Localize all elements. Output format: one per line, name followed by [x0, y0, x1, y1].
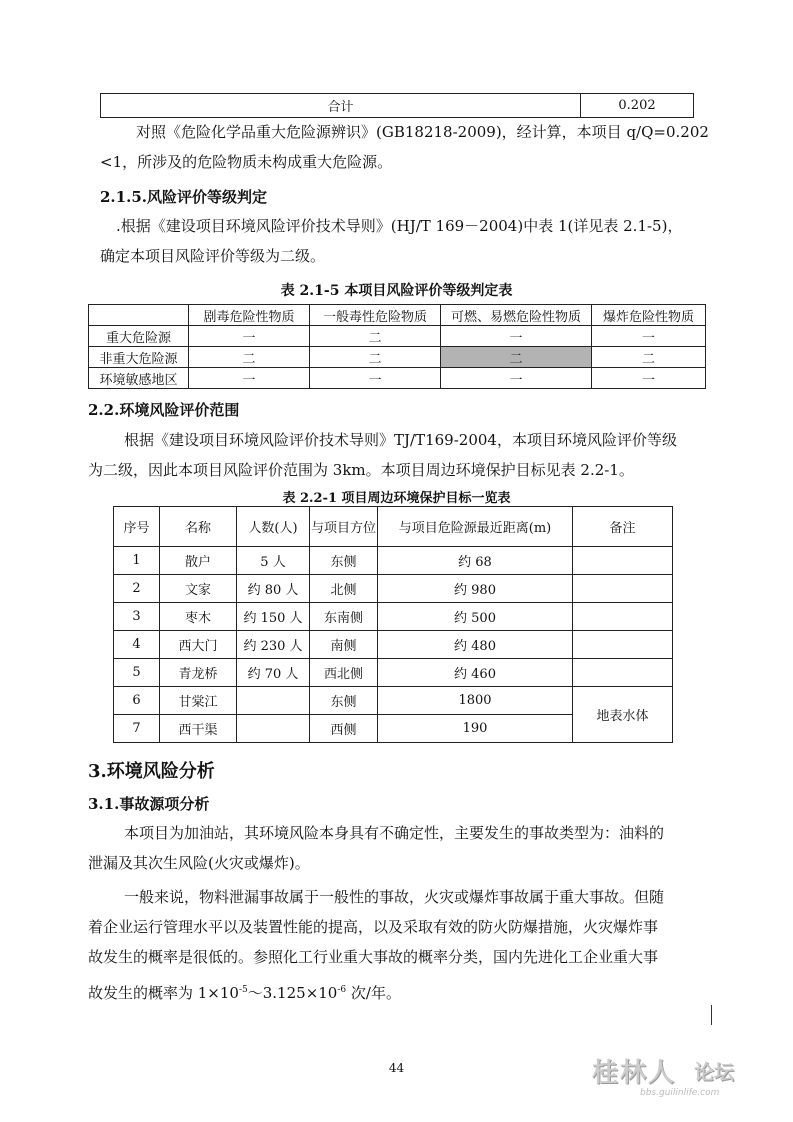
header-cell: 序号: [114, 507, 160, 547]
page-number: 44: [388, 1061, 405, 1075]
row-label: 非重大危险源: [89, 347, 189, 368]
header-cell: 与项目危险源最近距离(m): [378, 507, 573, 547]
table-cell: [573, 603, 673, 631]
table-cell: 7: [114, 715, 160, 743]
table-cell: 二: [310, 347, 441, 368]
table-cell: 青龙桥: [160, 659, 237, 687]
text-run: 次/年。: [346, 984, 401, 1002]
table-cell: 4: [114, 631, 160, 659]
table-cell: 5 人: [237, 547, 310, 575]
table-cell: [237, 687, 310, 715]
para-q-line1: 对照《危险化学品重大危险源辨识》(GB18218-2009)，经计算，本项目 q/Q=0.202: [136, 123, 709, 141]
table-cell: [573, 547, 673, 575]
table-cell: [573, 659, 673, 687]
table-cell: 西侧: [310, 715, 378, 743]
table-215-caption: 表 2.1-5 本项目风险评价等级判定表: [280, 283, 513, 299]
table-cell: 约 480: [378, 631, 573, 659]
superscript: -6: [337, 985, 347, 995]
protection-target-table: [113, 506, 673, 743]
table-cell: 甘棠江: [160, 687, 237, 715]
para-31-2-line3: 故发生的概率是很低的。参照化工行业重大事故的概率分类，国内先进化工企业重大事: [88, 948, 659, 966]
risk-level-table: [88, 304, 706, 389]
total-table: [100, 93, 694, 118]
table-cell: 南侧: [310, 631, 378, 659]
header-cell: 名称: [160, 507, 237, 547]
table-cell: 5: [114, 659, 160, 687]
table-cell: 一: [592, 326, 706, 347]
table-cell: 东侧: [310, 687, 378, 715]
table-221-caption: 表 2.2-1 项目周边环境保护目标一览表: [282, 491, 511, 506]
table-cell: 北侧: [310, 575, 378, 603]
margin-bar: [711, 1005, 712, 1025]
table-cell: 二: [189, 347, 310, 368]
table-cell: 一: [441, 368, 592, 389]
para-31-2-line4: [88, 975, 401, 1008]
table-row: [89, 326, 706, 347]
table-cell: 西大门: [160, 631, 237, 659]
table-cell: 西干渠: [160, 715, 237, 743]
para-31-2-line2: 着企业运行管理水平以及装置性能的提高，以及采取有效的防火防爆措施，火灾爆炸事: [88, 918, 659, 936]
table-row: [114, 547, 673, 575]
header-cell: 爆炸危险性物质: [592, 305, 706, 326]
table-row: [89, 347, 706, 368]
table-cell: 一: [592, 368, 706, 389]
table-cell: 1800: [378, 687, 573, 715]
table-cell: 6: [114, 687, 160, 715]
header-cell: [89, 305, 189, 326]
table-row: [114, 687, 673, 715]
table-cell: 3: [114, 603, 160, 631]
row-label: 环境敏感地区: [89, 368, 189, 389]
header-cell: 可燃、易燃危险性物质: [441, 305, 592, 326]
table-cell: [573, 575, 673, 603]
table-cell: 东南侧: [310, 603, 378, 631]
table-row: [89, 368, 706, 389]
heading-3-1: 3.1.事故源项分析: [88, 795, 210, 813]
superscript: -5: [238, 985, 248, 995]
table-cell: 约 460: [378, 659, 573, 687]
header-cell: 与项目方位: [310, 507, 378, 547]
table-cell: 文家: [160, 575, 237, 603]
watermark-side: 论坛: [694, 1060, 734, 1084]
row-label: 重大危险源: [89, 326, 189, 347]
heading-3: 3.环境风险分析: [88, 761, 215, 782]
para-22-line2: 为二级，因此本项目风险评价范围为 3km。本项目周边环境保护目标见表 2.2-1。: [88, 461, 634, 479]
table-row: [114, 575, 673, 603]
table-cell: 东侧: [310, 547, 378, 575]
para-31-1-line2: 泄漏及其次生风险(火灾或爆炸)。: [88, 854, 310, 872]
heading-2-1-5: 2.1.5.风险评价等级判定: [100, 188, 267, 206]
merged-note-cell: 地表水体: [573, 687, 673, 743]
table-cell: 约 150 人: [237, 603, 310, 631]
table-cell: 1: [114, 547, 160, 575]
table-cell: 2: [114, 575, 160, 603]
table-row: [114, 631, 673, 659]
table-cell: 散户: [160, 547, 237, 575]
para-22-line1: 根据《建设项目环境风险评价技术导则》TJ/T169-2004，本项目环境风险评价等级: [124, 431, 677, 449]
table-cell: 约 70 人: [237, 659, 310, 687]
table-cell: 一: [310, 368, 441, 389]
para-31-2-line1: 一般来说，物料泄漏事故属于一般性的事故，火灾或爆炸事故属于重大事故。但随: [124, 888, 665, 906]
total-label: 合计: [101, 94, 581, 118]
table-cell: 约 230 人: [237, 631, 310, 659]
para-215-line1: .根据《建设项目环境风险评价技术导则》(HJ/T 169－2004)中表 1(详见表 2.1-5)，: [116, 217, 683, 235]
total-value: 0.202: [581, 94, 694, 118]
para-215-line2: 确定本项目风险评价等级为二级。: [100, 247, 326, 265]
text-run: 故发生的概率为 1×10: [88, 984, 239, 1002]
table-cell: 一: [189, 368, 310, 389]
header-cell: 人数(人): [237, 507, 310, 547]
table-header-row: [89, 305, 706, 326]
table-cell: 二: [310, 326, 441, 347]
header-cell: 剧毒危险性物质: [189, 305, 310, 326]
table-cell: 约 80 人: [237, 575, 310, 603]
table-cell: 190: [378, 715, 573, 743]
text-run: ～3.125×10: [247, 984, 338, 1002]
table-cell: 约 980: [378, 575, 573, 603]
header-cell: 备注: [573, 507, 673, 547]
table-row: [114, 603, 673, 631]
table-cell: 约 68: [378, 547, 573, 575]
table-cell: 枣木: [160, 603, 237, 631]
table-cell: 西北侧: [310, 659, 378, 687]
table-cell: [573, 631, 673, 659]
table-cell: 一: [189, 326, 310, 347]
highlighted-cell: 二: [441, 347, 592, 368]
table-cell: 约 500: [378, 603, 573, 631]
watermark-url: bbs.guilinlife.com: [640, 1088, 720, 1098]
table-cell: 二: [592, 347, 706, 368]
header-cell: 一般毒性危险物质: [310, 305, 441, 326]
table-cell: 一: [441, 326, 592, 347]
watermark-main: 桂林人: [592, 1058, 677, 1088]
table-cell: [237, 715, 310, 743]
para-q-line2: <1，所涉及的危险物质未构成重大危险源。: [100, 153, 393, 171]
heading-2-2: 2.2.环境风险评价范围: [88, 401, 240, 419]
table-row: [114, 659, 673, 687]
table-header-row: [114, 507, 673, 547]
para-31-1-line1: 本项目为加油站，其环境风险本身具有不确定性，主要发生的事故类型为：油料的: [124, 824, 665, 842]
